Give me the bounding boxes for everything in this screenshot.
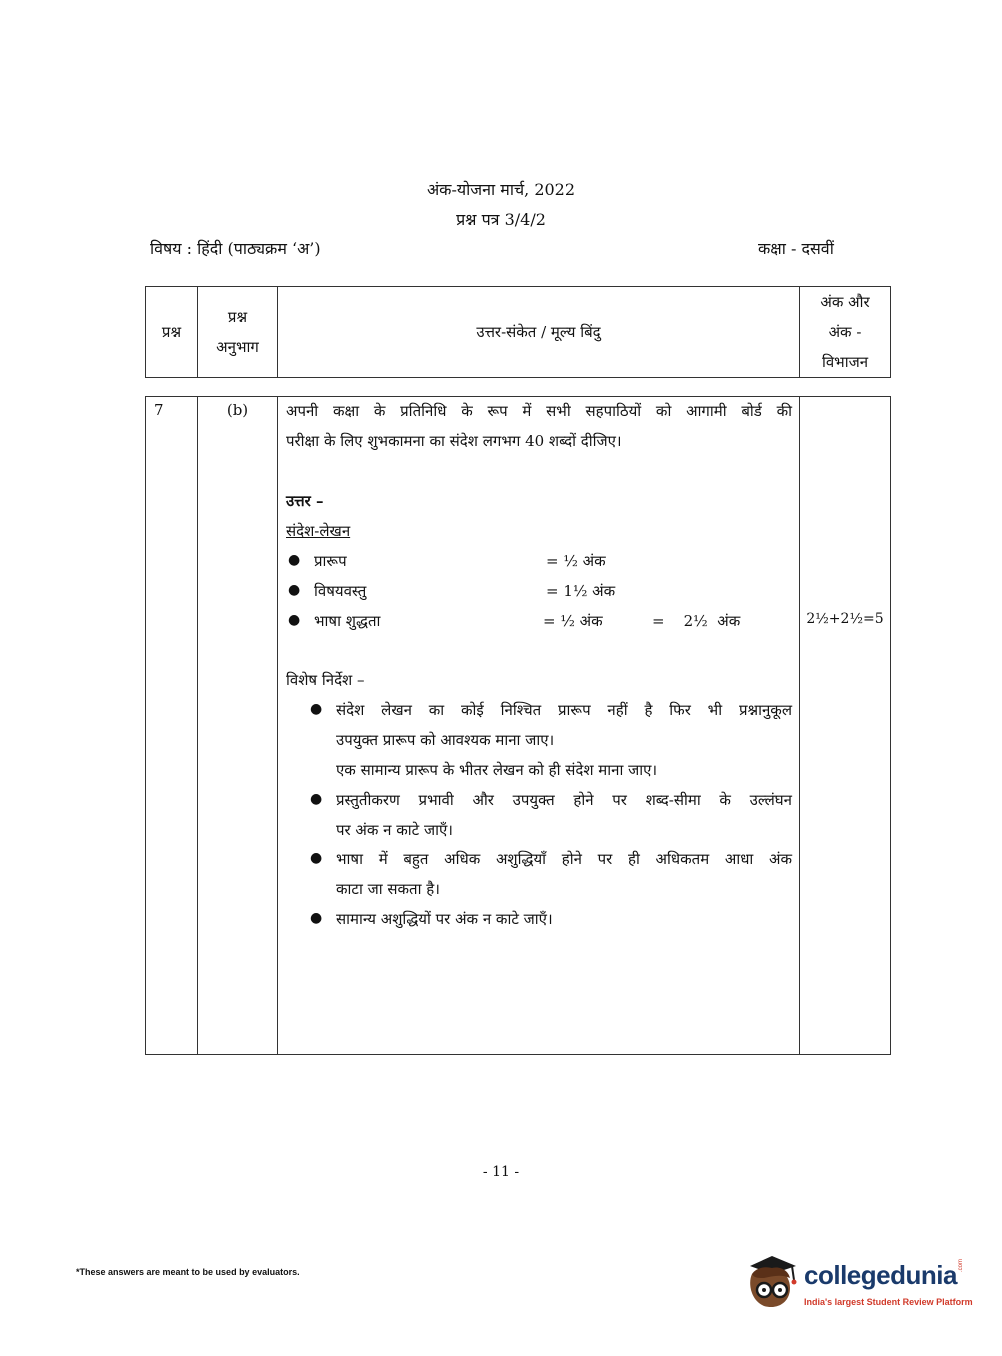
col-section-header — [198, 287, 278, 378]
bullet-icon: ● — [310, 791, 323, 807]
question-text-line2: परीक्षा के लिए शुभकामना का संदेश लगभग 40 शब्दों दीजिए। — [286, 432, 622, 450]
class-label: कक्षा - दसवीं — [758, 239, 834, 258]
collegedunia-logo — [742, 1250, 972, 1320]
question-number-cell — [146, 397, 198, 1055]
page-number: - 11 - — [482, 1164, 520, 1180]
logo-wordmark: collegedunia — [804, 1260, 957, 1290]
instruction-1-line1: संदेश लेखन का कोई निश्चित प्रारूप नहीं है फिर भी प्रश्नानुकूल — [336, 701, 792, 719]
subject-label: विषय : हिंदी (पाठ्यक्रम ‘अ’) — [150, 239, 321, 258]
col-marks-line1: अंक और — [820, 293, 870, 311]
marks-cell — [800, 397, 891, 1055]
mark-item-2: विषयवस्तु — [314, 582, 367, 600]
col-marks-line2: अंक - — [828, 323, 862, 341]
col-section-line2: अनुभाग — [216, 338, 259, 356]
mark-value-3: = ½ अंक — [543, 612, 603, 630]
instruction-1-line2: उपयुक्त प्रारूप को आवश्यक माना जाए। — [336, 731, 555, 749]
instruction-2-line2: पर अंक न काटे जाएँ। — [336, 821, 453, 839]
answer-type: संदेश-लेखन — [286, 522, 351, 540]
section-cell — [198, 397, 278, 1055]
paper-code: प्रश्न पत्र 3/4/2 — [456, 210, 546, 229]
col-section-line1: प्रश्न — [227, 308, 248, 326]
mascot-icon — [742, 1252, 802, 1314]
footer-note: *These answers are meant to be used by evaluators. — [76, 1267, 300, 1277]
answer-label: उत्तर – — [286, 492, 324, 510]
bullet-icon: ● — [310, 701, 323, 717]
bullet-icon: ● — [288, 612, 301, 628]
instruction-3-line1: भाषा में बहुत अधिक अशुद्धियाँ होने पर ही अधिकतम आधा अंक — [336, 850, 792, 868]
answer-cell — [278, 397, 800, 1055]
bullet-icon: ● — [310, 910, 323, 926]
instruction-2-line1: प्रस्तुतीकरण प्रभावी और उपयुक्त होने पर शब्द-सीमा के उल्लंघन — [336, 791, 792, 809]
mark-value-1: = ½ अंक — [546, 552, 606, 570]
special-instructions-label: विशेष निर्देश – — [286, 671, 365, 689]
logo-suffix: .com — [958, 1258, 964, 1272]
mark-item-3: भाषा शुद्धता — [314, 612, 381, 630]
logo-tagline: India's largest Student Review Platform — [804, 1297, 973, 1307]
doc-title: अंक-योजना मार्च, 2022 — [426, 180, 576, 199]
mark-total: = 2½ अंक — [652, 612, 741, 630]
col-marks-header — [800, 287, 891, 378]
instruction-4-line1: सामान्य अशुद्धियों पर अंक न काटे जाएँ। — [336, 910, 553, 928]
mark-value-2: = 1½ अंक — [546, 582, 616, 600]
col-answer-header: उत्तर-संकेत / मूल्य बिंदु — [278, 287, 800, 378]
question-number: 7 — [154, 401, 164, 419]
mark-item-1: प्रारूप — [314, 552, 347, 570]
instruction-3-line2: काटा जा सकता है। — [336, 880, 440, 898]
total-marks: 2½+2½=5 — [806, 611, 884, 627]
instruction-1-line3: एक सामान्य प्रारूप के भीतर लेखन को ही संदेश माना जाए। — [336, 761, 658, 779]
section-label: (b) — [226, 401, 249, 419]
bullet-icon: ● — [288, 582, 301, 598]
header-table — [145, 286, 891, 378]
question-text-line1: अपनी कक्षा के प्रतिनिधि के रूप में सभी सहपाठियों को आगामी बोर्ड की — [286, 402, 792, 420]
col-marks-line3: विभाजन — [821, 353, 869, 371]
bullet-icon: ● — [288, 552, 301, 568]
answer-table — [145, 396, 891, 1055]
col-question-header: प्रश्न — [146, 287, 198, 378]
bullet-icon: ● — [310, 850, 323, 866]
